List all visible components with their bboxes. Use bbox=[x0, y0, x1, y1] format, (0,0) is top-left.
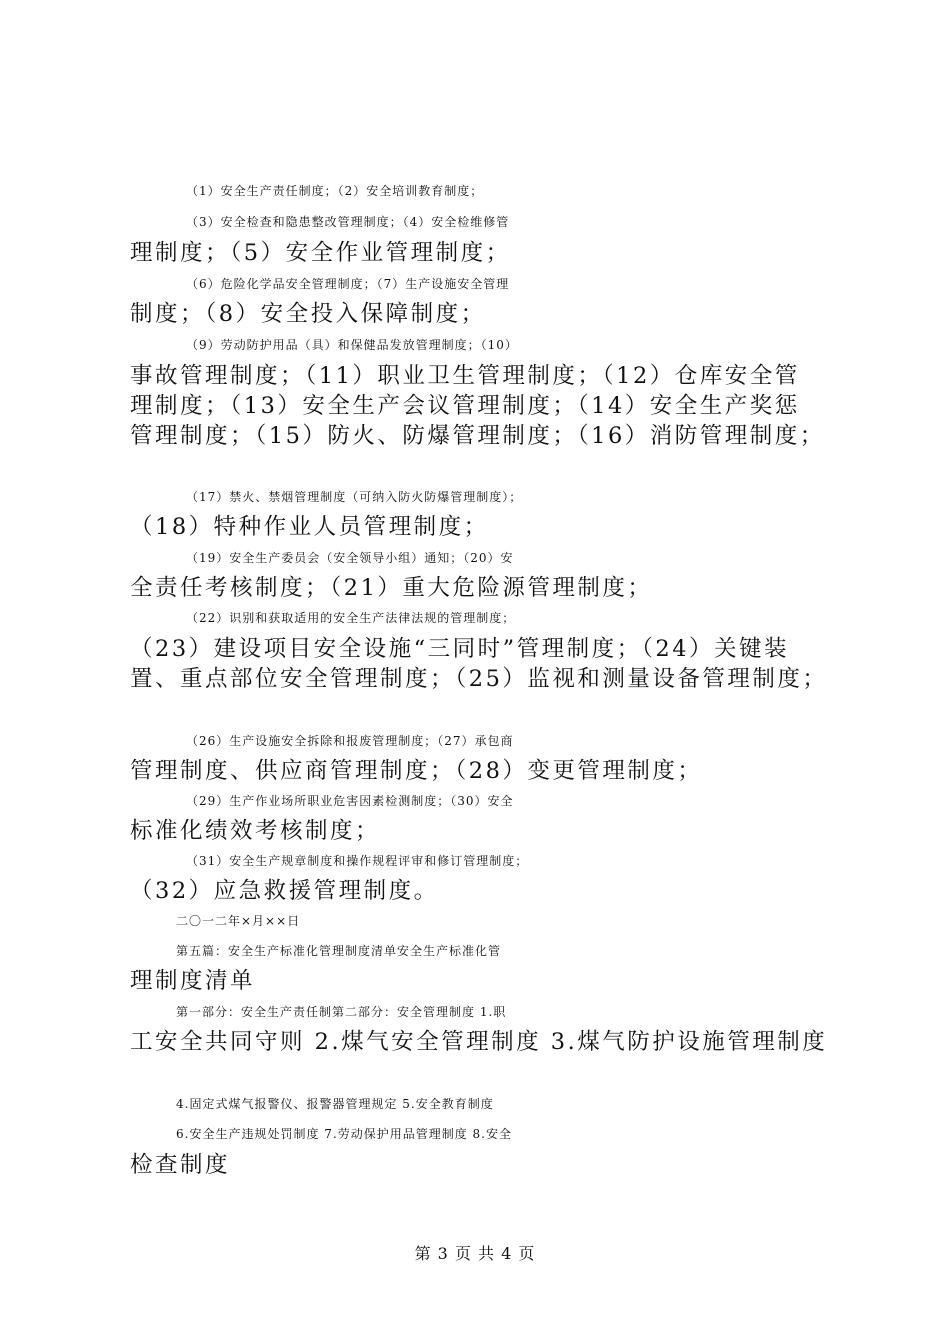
text-line: 第一部分：安全生产责任制第二部分：安全管理制度 1.职 bbox=[176, 1005, 507, 1019]
text-line: （22）识别和获取适用的安全生产法律法规的管理制度； bbox=[186, 611, 516, 625]
text-line: （23）建设项目安全设施“三同时”管理制度；（24）关键装 bbox=[130, 636, 790, 662]
text-line: （1）安全生产责任制度；（2）安全培训教育制度； bbox=[186, 184, 484, 198]
text-line: （6）危险化学品安全管理制度；（7）生产设施安全管理 bbox=[186, 277, 510, 291]
text-line: （17）禁火、禁烟管理制度（可纳入防火防爆管理制度）； bbox=[186, 490, 523, 504]
text-line: 全责任考核制度；（21）重大危险源管理制度； bbox=[130, 575, 653, 601]
text-line: （31）安全生产规章制度和操作规程评审和修订管理制度； bbox=[186, 854, 529, 868]
text-line: 6.安全生产违规处罚制度 7.劳动保护用品管理制度 8.安全 bbox=[176, 1127, 512, 1141]
text-line: 检查制度 bbox=[130, 1152, 231, 1178]
text-line: 事故管理制度；（11）职业卫生管理制度；（12）仓库安全管 bbox=[130, 363, 800, 389]
text-line: （29）生产作业场所职业危害因素检测制度；（30）安全 bbox=[186, 794, 514, 808]
text-line: （26）生产设施安全拆除和报废管理制度；（27）承包商 bbox=[186, 734, 514, 748]
page-number-footer: 第 3 页 共 4 页 bbox=[414, 1244, 536, 1263]
text-line: （19）安全生产委员会（安全领导小组）通知；（20）安 bbox=[186, 551, 514, 565]
text-line: 工安全共同守则 2.煤气安全管理制度 3.煤气防护设施管理制度 bbox=[130, 1029, 828, 1055]
text-line: 管理制度；（15）防火、防爆管理制度；（16）消防管理制度； bbox=[130, 423, 825, 449]
text-line: （18）特种作业人员管理制度； bbox=[130, 514, 489, 540]
text-line: （32）应急救援管理制度。 bbox=[130, 878, 439, 904]
date-line: 二〇一二年×月××日 bbox=[176, 914, 301, 928]
text-line: 理制度清单 bbox=[130, 968, 256, 994]
text-line: 标准化绩效考核制度； bbox=[130, 818, 381, 844]
section-heading: 第五篇：安全生产标准化管理制度清单安全生产标准化管 bbox=[176, 944, 502, 958]
text-line: 制度；（8）安全投入保障制度； bbox=[130, 301, 486, 327]
text-line: 置、重点部位安全管理制度；（25）监视和测量设备管理制度； bbox=[130, 666, 828, 692]
text-line: （9）劳动防护用品（具）和保健品发放管理制度；（10） bbox=[186, 338, 518, 352]
text-line: （3）安全检查和隐患整改管理制度；（4）安全检维修管 bbox=[186, 215, 510, 229]
text-line: 理制度；（5）安全作业管理制度； bbox=[130, 240, 511, 266]
text-line: 4.固定式煤气报警仪、报警器管理规定 5.安全教育制度 bbox=[176, 1097, 494, 1111]
text-line: 理制度；（13）安全生产会议管理制度；（14）安全生产奖惩 bbox=[130, 393, 800, 419]
text-line: 管理制度、供应商管理制度；（28）变更管理制度； bbox=[130, 758, 703, 784]
